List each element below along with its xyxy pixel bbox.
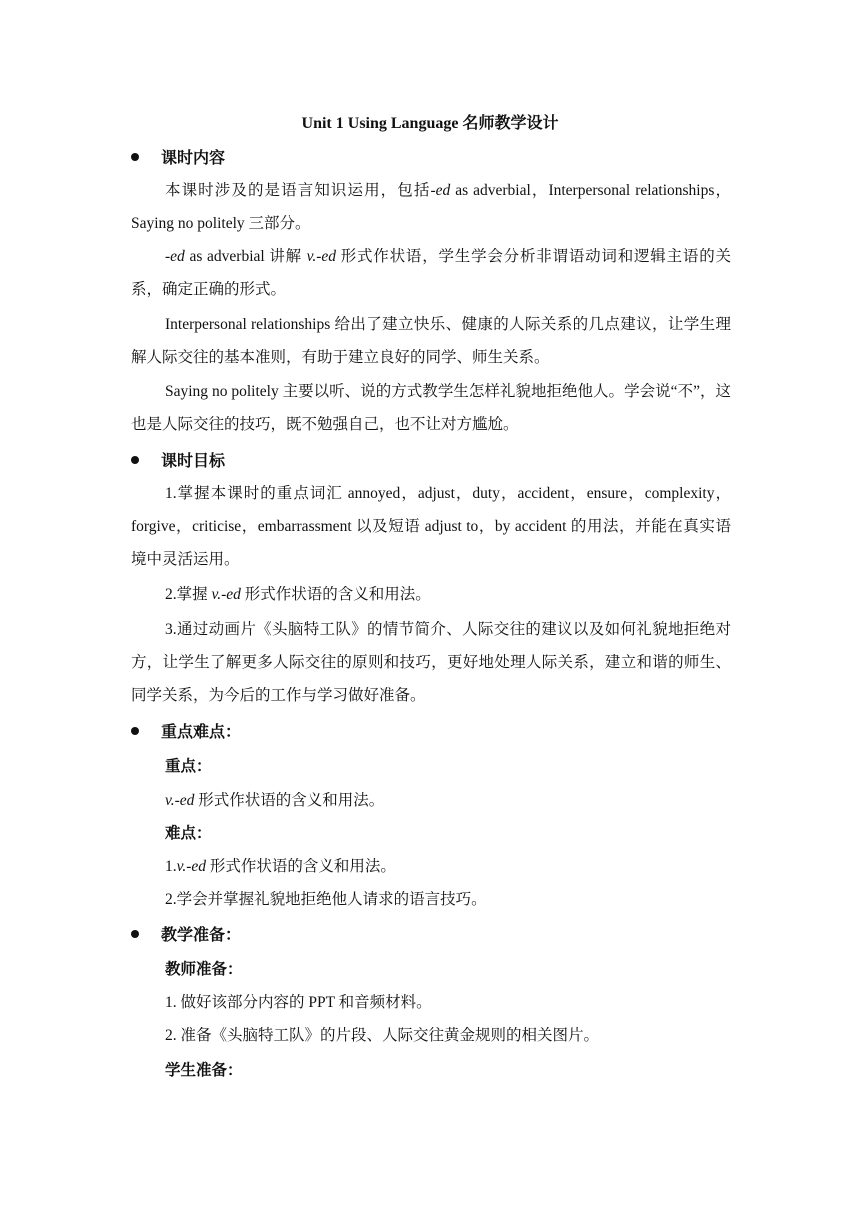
- text: 形式作状语的含义和用法。: [194, 792, 385, 809]
- text-em: v.-ed: [306, 248, 337, 265]
- heading-text: 课时内容: [161, 150, 226, 167]
- teacher-prep-item-2: 2. 准备《头脑特工队》的片段、人际交往黄金规则的相关图片。: [165, 1027, 600, 1044]
- heading-text: 重点难点：: [161, 724, 242, 741]
- section-heading-key-points: [131, 719, 241, 742]
- text: 形式作状语的含义和用法。: [240, 586, 431, 603]
- text-em: -ed: [165, 248, 185, 265]
- difficulty-item-1: [165, 854, 396, 876]
- goal-item-2: [131, 578, 731, 611]
- section-heading-content: [131, 145, 225, 168]
- teacher-prep-label: 教师准备：: [165, 961, 243, 978]
- bullet-icon: [131, 930, 139, 938]
- text: as adverbial 讲解: [184, 248, 307, 265]
- document-title: Unit 1 Using Language 名师教学设计: [301, 115, 559, 132]
- text-em: v.-ed: [176, 858, 207, 875]
- key-text: [165, 788, 384, 810]
- heading-text: 教学准备：: [161, 927, 242, 944]
- goal-item-1: 1.掌握本课时的重点词汇 annoyed，adjust，duty，accident，ensure，complexity，forgive，criticise，embarrassment 以及短语 adjust to，by accident 的用法，并能在真实语境中灵活运用。: [131, 485, 731, 568]
- bullet-icon: [131, 727, 139, 735]
- student-prep-label: 学生准备：: [165, 1062, 243, 1079]
- text-em: -ed: [430, 182, 451, 199]
- content-paragraph-2: [131, 240, 731, 306]
- section-heading-goals: [131, 448, 225, 471]
- content-paragraph-1: [131, 174, 731, 240]
- text: 2.掌握: [165, 586, 212, 603]
- text: 1.: [165, 858, 177, 875]
- content-paragraph-3: Interpersonal relationships 给出了建立快乐、健康的人际关系的几点建议，让学生理解人际交往的基本准则，有助于建立良好的同学、师生关系。: [131, 316, 731, 366]
- text: as adverbial，Interpersonal relationships，Saying no politely 三部分。: [131, 182, 731, 232]
- section-heading-prep: [131, 922, 241, 945]
- text: 形式作状语的含义和用法。: [206, 858, 396, 875]
- text-em: v.-ed: [165, 792, 195, 809]
- key-label: 重点：: [165, 758, 212, 775]
- bullet-icon: [131, 456, 139, 464]
- heading-text: 课时目标: [161, 453, 226, 470]
- goal-item-3: 3.通过动画片《头脑特工队》的情节简介、人际交往的建议以及如何礼貌地拒绝对方，让学生了解更多人际交往的原则和技巧，更好地处理人际关系，建立和谐的师生、同学关系，为今后的工作与学习做好准备。: [131, 621, 731, 704]
- text: 本课时涉及的是语言知识运用，包括: [165, 182, 431, 199]
- text: 形式作状语，学生学会分析非谓语动词和逻辑主语的关系，确定正确的形式。: [131, 248, 731, 298]
- difficulty-item-2: 2.学会并掌握礼貌地拒绝他人请求的语言技巧。: [165, 891, 487, 908]
- bullet-icon: [131, 153, 139, 161]
- text-em: v.-ed: [211, 586, 241, 603]
- difficulty-label: 难点：: [165, 825, 212, 842]
- teacher-prep-item-1: 1. 做好该部分内容的 PPT 和音频材料。: [165, 994, 432, 1011]
- content-paragraph-4: Saying no politely 主要以听、说的方式教学生怎样礼貌地拒绝他人。学会说“不”，这也是人际交往的技巧，既不勉强自己，也不让对方尴尬。: [131, 383, 731, 433]
